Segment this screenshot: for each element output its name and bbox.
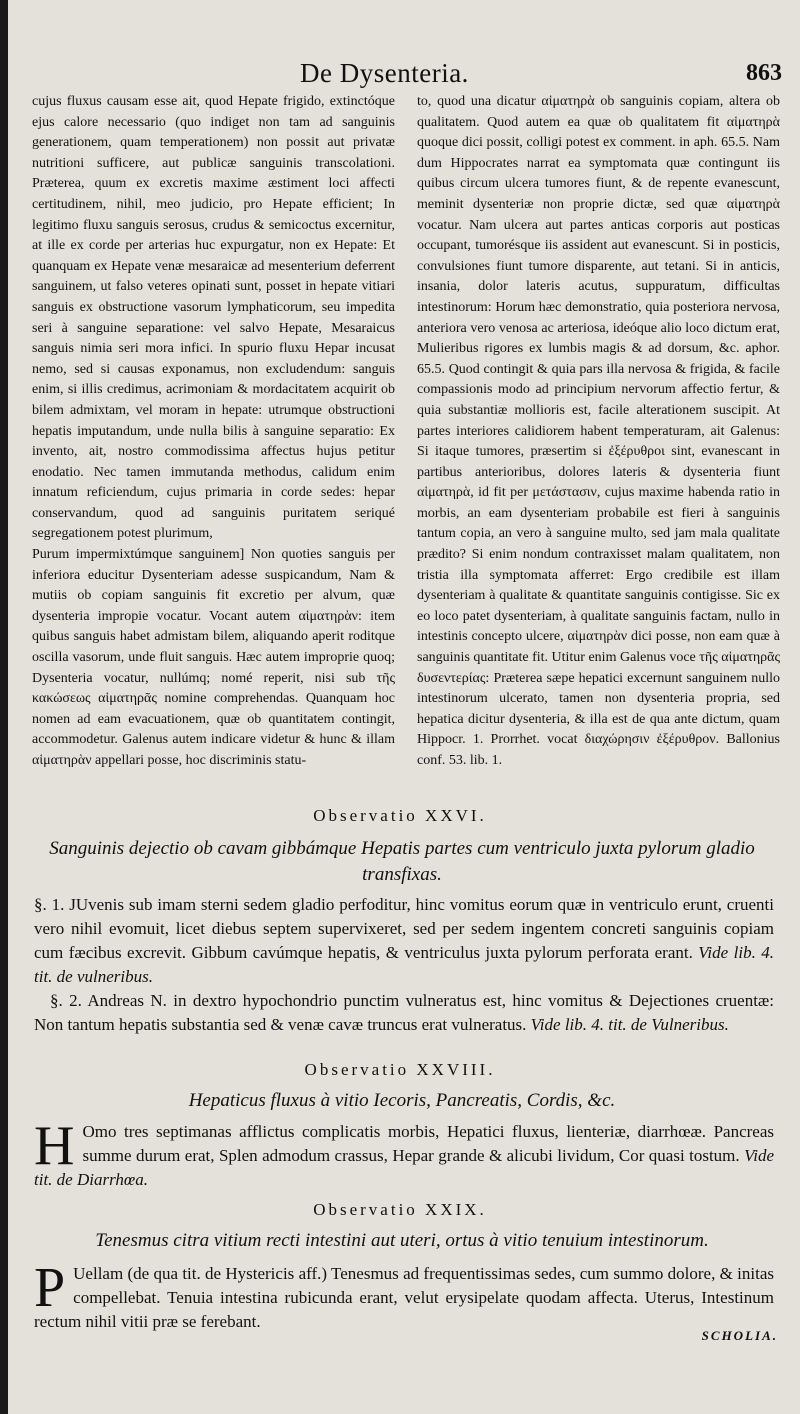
left-column <box>32 92 395 772</box>
observation-29-subtitle: Tenesmus citra vitium recti intestini aut uteri, ortus à vitio tenuium intestinorum. <box>95 1230 709 1251</box>
catchword: SCHOLIA. <box>701 1328 778 1343</box>
right-column <box>417 92 780 772</box>
observation-29-title: Observatio XXIX. <box>313 1200 487 1219</box>
observation-28-body <box>34 1115 775 1192</box>
paragraph-text: Omo tres septimanas afflictus complicatis morbis, Hepatici fluxus, lienteriæ, diarrhœæ. Pancreas summe durum erat, Splen admodum crassus, Hepar grande & alicubi lividum, Cor quasi tostum. <box>82 1122 774 1165</box>
two-column-commentary <box>32 92 780 792</box>
observation-26-subtitle: Sanguinis dejectio ob cavam gibbámque Hepatis partes cum ventriculo juxta pylorum gladio transfixas. <box>49 838 755 885</box>
section-lead: §. 2. <box>50 991 82 1010</box>
cross-reference: Vide lib. 4. tit. de Vulneribus. <box>530 1015 729 1034</box>
observation-26-paragraph-2 <box>34 989 774 1037</box>
page-header <box>0 58 800 92</box>
observation-29-paragraph <box>34 1257 774 1334</box>
observation-28-title: Observatio XXVIII. <box>304 1060 496 1079</box>
observation-26-title: Observatio XXVI. <box>313 806 487 825</box>
cross-reference: Vide lib. 4. tit. de vulneribus. <box>34 943 775 986</box>
observation-26-body <box>34 893 774 1037</box>
observation-28-subtitle: Hepaticus fluxus à vitio Iecoris, Pancreatis, Cordis, &c. <box>188 1090 616 1111</box>
running-head: De Dysenteria. <box>300 58 469 88</box>
left-paragraph-2: Purum impermixtúmque sanguinem] Non quoties sanguis per inferiora educitur Dysenteriam adesse suspicandum, Nam & mutiis ob copiam sanguinis fit excretio per alvum, quæ dysenteria impropie vocatur. Vocant autem αἱματηρὰν: item quibus sanguis habet admistam bilem, aliquando aperit roditque oscilla vasorum, unde fluit sanguis. Hæc autem improprie quoq; Dysenteria vocatur, nullúmq; nomé reperit, nisi sub τῆς κακώσεως αἱματηρᾶς nomine comprehendas. Quanquam hoc nomen ad eam evacuationem, quæ ob quantitatem contingit, accommodetur. Galenus autem indicare videtur & hunc & illam αἱματηρὰν appellari posse, hoc discriminis statu- <box>32 547 395 768</box>
observation-28-paragraph <box>34 1115 775 1192</box>
section-lead: §. 1. J <box>34 895 76 914</box>
left-paragraph-1: cujus fluxus causam esse ait, quod Hepate frigido, extinctóque ejus calore necessario (quo indiget non tam ad sanguinis generationem, quam temperationem) non possit aut privatæ nutritioni sufficere, aut publicæ sanguinis transcolationi. Præterea, quum ex excretis maxime æstiment loci affecti certitudinem, nihil, meo judicio, pro Hepate efficient; In legitimo fluxu sanguis serosus, crudus & semicoctus excernitur, at ille ex corde per arterias huc expurgatur, non ex Hepate: Et quanquam ex Hepate venæ mesaraicæ ad mesenterium deferrent sanguinem, ut falso veteres opinati sunt, posset in hepate vitiari sanguis ex obstructione vasorum lymphaticorum, seu impedita seri à sanguine separatione: vel salvo Hepate, Mesaraicus sanguis nimia seri mora infici. In spurio fluxu Hepar incusat nemo, sed si causas exponamus, non excludendum: sanguis enim, si illis credimus, acrimoniam & mordacitatem acquirit ob bilem admixtam, vel moram in hepate: utrumque obstructioni hepatis imputandum, unde nulla bilis à sanguine separatio: Ex invento, ait, nostro commodissima affectus hujus petitur enodatio. Nec tamen immutanda methodus, calidum enim innatum reficiendum, cujus primaria in corde sedes: hepar conservandum, quod ad sanguinis puritatem seriqué segregationem potest plurimum, <box>32 94 395 542</box>
drop-cap: P <box>34 1257 66 1319</box>
paragraph-text: Uvenis sub imam sterni sedem gladio perfoditur, hinc vomitus eorum quæ in ventriculo erunt, cruenti vero nihil evomuit, licet diebus septem supervixeret, sed per sedem ingentem concreti sanguinis copiam cum fæcibus excrevit. Gibbum cavúmque hepatis, & ventriculus juxta pylorum perforata erant. <box>34 895 774 962</box>
paragraph-text: Uellam (de qua tit. de Hystericis aff.) Tenesmus ad frequentissimas sedes, cum summo dolore, & initas compellebat. Tenuia intestina rubicunda erant, velut erysipelate quodam affecta. Uterus, Intestinum rectum nihil vitii præ se ferebant. <box>34 1264 774 1331</box>
cross-reference: Vide tit. de Diarrhœa. <box>34 1146 775 1189</box>
observation-26-paragraph-1 <box>34 893 774 989</box>
observation-29-body <box>34 1257 774 1334</box>
paragraph-text: Andreas N. in dextro hypochondrio punctim vulneratus est, hinc vomitus & Dejectiones cruentæ: Non tantum hepatis substantia sed & venæ cavæ truncus erat vulneratus. <box>34 991 774 1034</box>
page-number: 863 <box>746 60 782 86</box>
drop-cap: H <box>34 1115 75 1177</box>
right-paragraph-1: to, quod una dicatur αἱματηρὰ ob sanguinis copiam, altera ob qualitatem. Quod autem ea quæ ob qualitatem fit αἱματηρὰ quoque dici possit, colligi potest ex comment. in aph. 65.5. Nam dum Hippocrates narrat ea symptomata quæ contingunt iis quibus circum ulcera tumores fiunt, & de repente evanescunt, meminit dysenteriæ non proprie dictæ, sed quæ αἱματηρὰ vocatur. Nam ulcera aut partes anticas corporis aut posticas occupant, tumorésque iis assident aut evanescunt. Si in posticis, convulsiones fiunt tumore disparente, aut tetani. Si in anticis, insania, dolor lateris acutus, suppuratum, difficultas intestinorum: Horum hæc demonstratio, quia posteriora nervosa, anteriora vero venosa ac arteriosa, ideóque alio loco dictum erat, Mulieribus rigores ex lumbis magis & ad dorsum, &c. aphor. 65.5. Quod contingit & quia pars illa nervosa & frigida, & facile compassionis modo ad principium nervorum affectio fertur, & quia substantiæ mollioris est, facile alterationem suscipit. At partes interiores calidiorem habent temperaturam, ait Galenus: Si itaque tumores, præsertim si ἐξέρυθροι sint, evanescant in partibus anterioribus, dolores lateris & dysenteria fiunt αἱματηρὰ, id fit per μετάστασιν, cujus maxime habenda ratio in morbis, an eam dysenteriam probabile est fieri à sanguinis tantum copia, an vero à sanguine multo, sed jam mala qualitate prædito? Si enim nondum contraxisset malam qualitatem, non tristia illa symptomata afferret: Ergo credibile est illam dysenteriam à qualitate & quantitate sanguinis contigisse. Sic ex eo loco patet dysenteriam, à qualitate sanguinis factam, nullo in intestinis concepto ulcere, αἱματηρὰν dici posse, non eam quæ à sanguinis quantitate fit. Utitur enim Galenus voce τῆς αἱματηρᾶς δυσεντερίας: Præterea sæpe hepatici excernunt sanguinem nullo intestinorum ulcerato, tamen non dysenteria propria, sed hepatica dicitur dysenteria, & illa est de qua ante dictum, quam Hippocr. 1. Prorrhet. vocat διαχώρησιν ἐξέρυθρον. Ballonius conf. 53. lib. 1. <box>417 94 781 768</box>
